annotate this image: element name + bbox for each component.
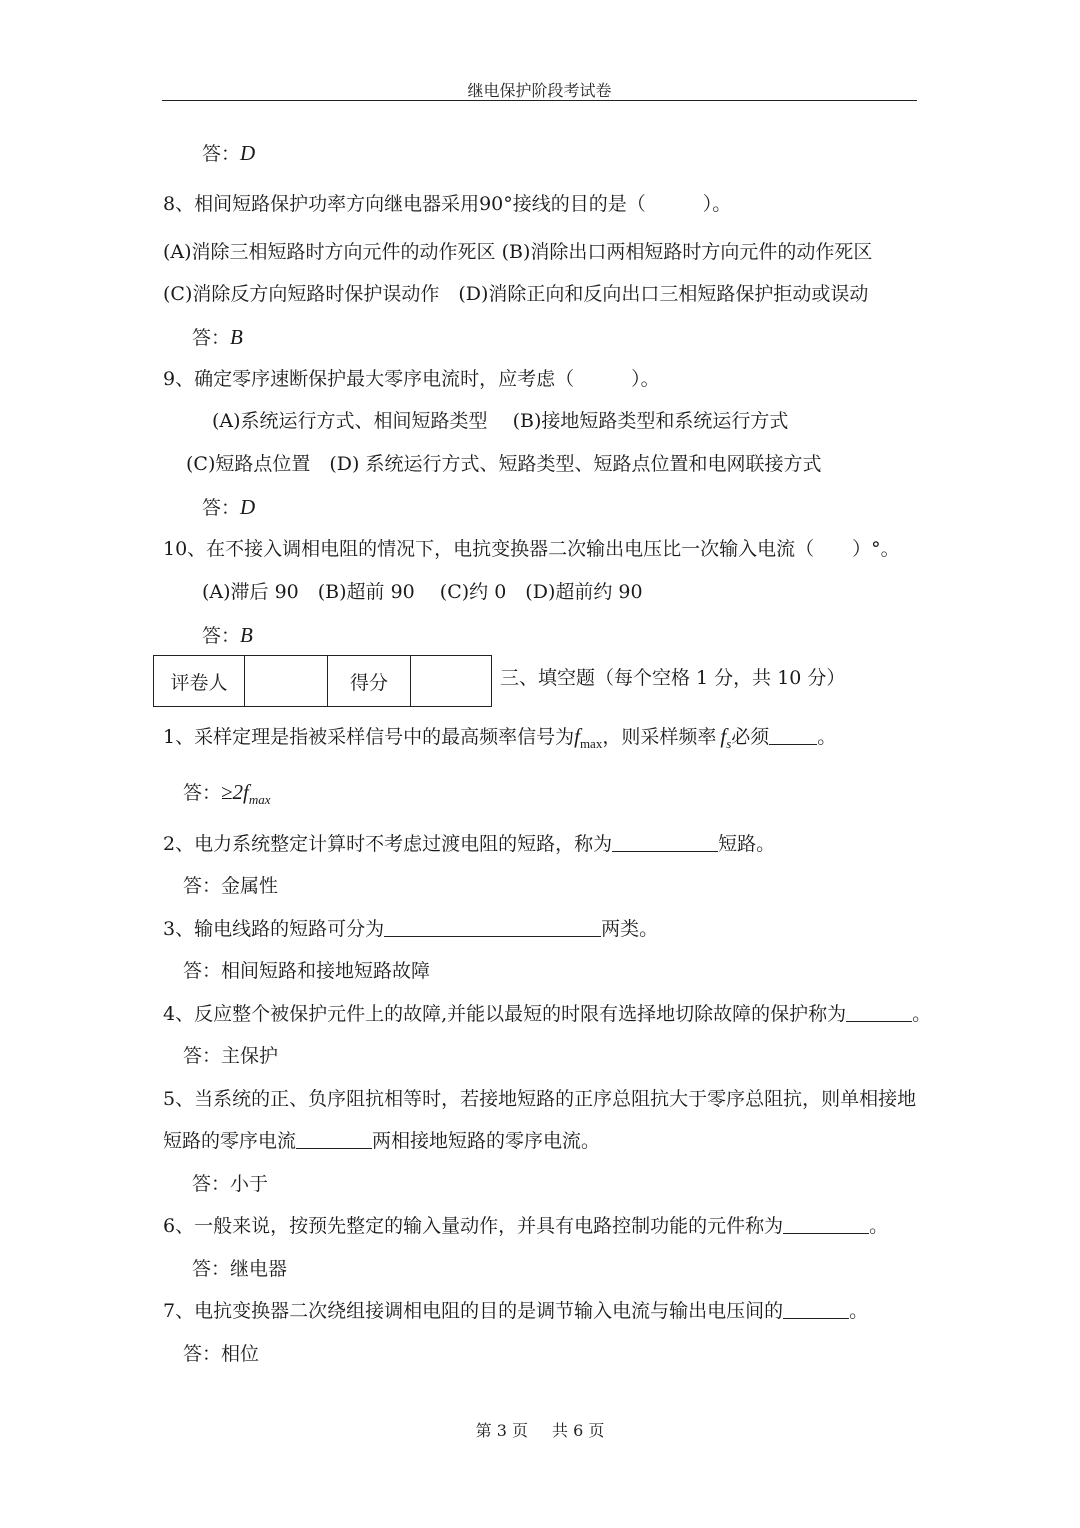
section-3-title: 三、填空题（每个空格 1 分，共 10 分）: [500, 667, 846, 689]
fill-question-6: [163, 1214, 888, 1238]
answer-prefix: 答：: [202, 143, 241, 165]
header-rule: [162, 100, 917, 101]
text: 。: [849, 1300, 869, 1322]
question-9-options-cd: (C)短路点位置 (D) 系统运行方式、短路类型、短路点位置和电网联接方式: [186, 453, 822, 475]
fill-question-4: [163, 1002, 931, 1026]
text: ，则采样频率: [602, 726, 717, 748]
fill-question-5: 5、当系统的正、负序阻抗相等时，若接地短路的正序总阻抗大于零序总阻抗，则单相接地: [163, 1088, 917, 1110]
text: 7、电抗变换器二次绕组接调相电阻的目的是调节输入电流与输出电压间的: [163, 1300, 784, 1322]
answer-prefix: 答：: [202, 497, 241, 519]
text: 两类。: [601, 918, 659, 940]
question-9-options-ab: (A)系统运行方式、相间短路类型 (B)接地短路类型和系统运行方式: [212, 410, 789, 432]
fill-question-7: [163, 1299, 868, 1323]
page-total: 共 6 页: [552, 1421, 605, 1440]
text: 短路的零序电流: [163, 1130, 297, 1152]
question-8-options-ab: (A)消除三相短路时方向元件的动作死区 (B)消除出口两相短路时方向元件的动作死区: [163, 241, 873, 263]
text: 6、一般来说，按预先整定的输入量动作，并具有电路控制功能的元件称为: [163, 1215, 784, 1237]
answer-blank: [783, 1215, 869, 1234]
fill-answer-7: 答：相位: [183, 1343, 260, 1365]
fill-answer-3: 答：相间短路和接地短路故障: [183, 960, 431, 982]
answer-prefix: 答：: [183, 782, 222, 804]
answer-10: [202, 623, 253, 648]
symbol-f: f: [574, 724, 580, 748]
answer-9: [202, 495, 255, 520]
answer-prefix: 答：: [202, 625, 241, 647]
question-10: 10、在不接入调相电阻的情况下，电抗变换器二次输出电压比一次输入电流（ ）°。: [163, 538, 900, 560]
fill-question-3: [163, 917, 658, 941]
answer-value: D: [240, 495, 256, 519]
text: 3、输电线路的短路可分为: [163, 918, 385, 940]
question-10-options: (A)滞后 90 (B)超前 90 (C)约 0 (D)超前约 90: [202, 581, 643, 603]
score-table: [153, 655, 492, 707]
text: 2、电力系统整定计算时不考虑过渡电阻的短路，称为: [163, 833, 613, 855]
symbol-f: f: [720, 724, 727, 748]
grader-cell: [245, 656, 328, 707]
question-8: 8、相间短路保护功率方向继电器采用90°接线的目的是（ ）。: [163, 193, 732, 215]
score-cell: [411, 656, 492, 707]
answer-value: ≥2: [221, 780, 244, 804]
question-9: 9、确定零序速断保护最大零序电流时，应考虑（ ）。: [163, 368, 660, 390]
page-footer: [0, 1418, 1080, 1441]
text: 。: [869, 1215, 889, 1237]
fill-question-1: [163, 724, 836, 756]
symbol-f: f: [243, 780, 249, 804]
score-label: 得分: [328, 656, 411, 707]
page-number: 第 3 页: [475, 1421, 528, 1440]
text: 两相接地短路的零序电流。: [372, 1130, 601, 1152]
fill-answer-4: 答：主保护: [183, 1045, 279, 1067]
text: 。: [912, 1003, 932, 1025]
fill-answer-1: [183, 780, 271, 812]
question-8-options-cd: (C)消除反方向短路时保护误动作 (D)消除正向和反向出口三相短路保护拒动或误动: [163, 283, 869, 305]
subscript-max: max: [248, 792, 271, 807]
text: 1、采样定理是指被采样信号中的最高频率信号为: [163, 726, 575, 748]
text: 必须: [731, 726, 770, 748]
answer-value: D: [240, 141, 256, 165]
answer-8: [192, 325, 243, 350]
answer-blank: [612, 833, 718, 852]
answer-blank: [769, 726, 817, 745]
answer-7: [202, 141, 255, 166]
fill-question-5-cont: [163, 1129, 600, 1153]
text: 短路。: [718, 833, 776, 855]
fill-answer-2: 答：金属性: [183, 875, 279, 897]
answer-blank: [296, 1130, 372, 1149]
text: 。: [817, 726, 837, 748]
subscript-s: s: [726, 736, 732, 751]
answer-blank: [384, 918, 601, 937]
answer-blank: [783, 1300, 849, 1319]
answer-blank: [846, 1003, 912, 1022]
answer-value: B: [240, 623, 253, 647]
subscript-max: max: [579, 736, 603, 751]
grader-label: 评卷人: [154, 656, 245, 707]
text: 4、反应整个被保护元件上的故障,并能以最短的时限有选择地切除故障的保护称为: [163, 1003, 847, 1025]
page-header-title: 继电保护阶段考试卷: [467, 81, 612, 100]
fill-question-2: [163, 832, 775, 856]
answer-prefix: 答：: [192, 327, 231, 349]
answer-value: B: [230, 325, 243, 349]
fill-answer-6: 答：继电器: [192, 1258, 288, 1280]
fill-answer-5: 答：小于: [192, 1173, 269, 1195]
